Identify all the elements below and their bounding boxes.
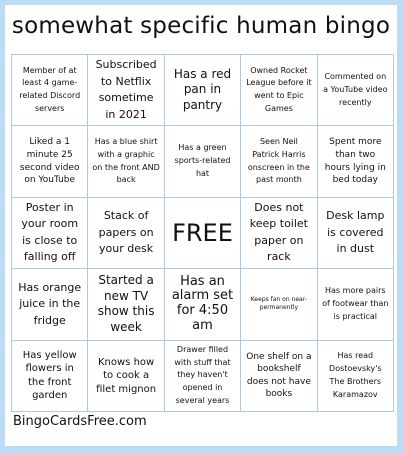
card-title: somewhat specific human bingo xyxy=(11,13,391,39)
bingo-cell[interactable]: Has a blue shirt with a graphic on the front AND back xyxy=(88,126,164,197)
bingo-cell[interactable]: Has read Dostoevsky's The Brothers Karamazov xyxy=(318,341,394,412)
free-space[interactable]: FREE xyxy=(165,198,241,269)
bingo-cell[interactable]: Started a new TV show this week xyxy=(88,269,164,340)
bingo-cell[interactable]: Subscribed to Netflix sometime in 2021 xyxy=(88,55,164,126)
bingo-cell[interactable]: Has more pairs of footwear than is practical xyxy=(318,269,394,340)
bingo-cell[interactable]: Keeps fan on near-permanently xyxy=(241,269,317,340)
bingo-cell[interactable]: Has an alarm set for 4:50 am xyxy=(165,269,241,340)
bingo-cell[interactable]: Does not keep toilet paper on rack xyxy=(241,198,317,269)
bingo-cell[interactable]: Drawer filled with stuff that they haven't opened in several years xyxy=(165,341,241,412)
bingo-cell[interactable]: Member of at least 4 game-related Discord servers xyxy=(12,55,88,126)
bingo-cell[interactable]: Has a green sports-related hat xyxy=(165,126,241,197)
bingo-cell[interactable]: Liked a 1 minute 25 second video on YouTube xyxy=(12,126,88,197)
bingo-cell[interactable]: Spent more than two hours lying in bed today xyxy=(318,126,394,197)
bingo-cell[interactable]: One shelf on a bookshelf does not have books xyxy=(241,341,317,412)
site-footer: BingoCardsFree.com xyxy=(13,414,147,429)
bingo-grid xyxy=(11,54,394,412)
bingo-cell[interactable]: Stack of papers on your desk xyxy=(88,198,164,269)
bingo-cell[interactable]: Owned Rocket League before it went to Epic Games xyxy=(241,55,317,126)
bingo-card xyxy=(5,5,397,446)
bingo-cell[interactable]: Seen Neil Patrick Harris onscreen in the past month xyxy=(241,126,317,197)
bingo-cell[interactable]: Has yellow flowers in the front garden xyxy=(12,341,88,412)
bingo-cell[interactable]: Desk lamp is covered in dust xyxy=(318,198,394,269)
bingo-cell[interactable]: Knows how to cook a filet mignon xyxy=(88,341,164,412)
bingo-cell[interactable]: Has orange juice in the fridge xyxy=(12,269,88,340)
bingo-cell[interactable]: Commented on a YouTube video recently xyxy=(318,55,394,126)
bingo-cell[interactable]: Has a red pan in pantry xyxy=(165,55,241,126)
bingo-cell[interactable]: Poster in your room is close to falling off xyxy=(12,198,88,269)
